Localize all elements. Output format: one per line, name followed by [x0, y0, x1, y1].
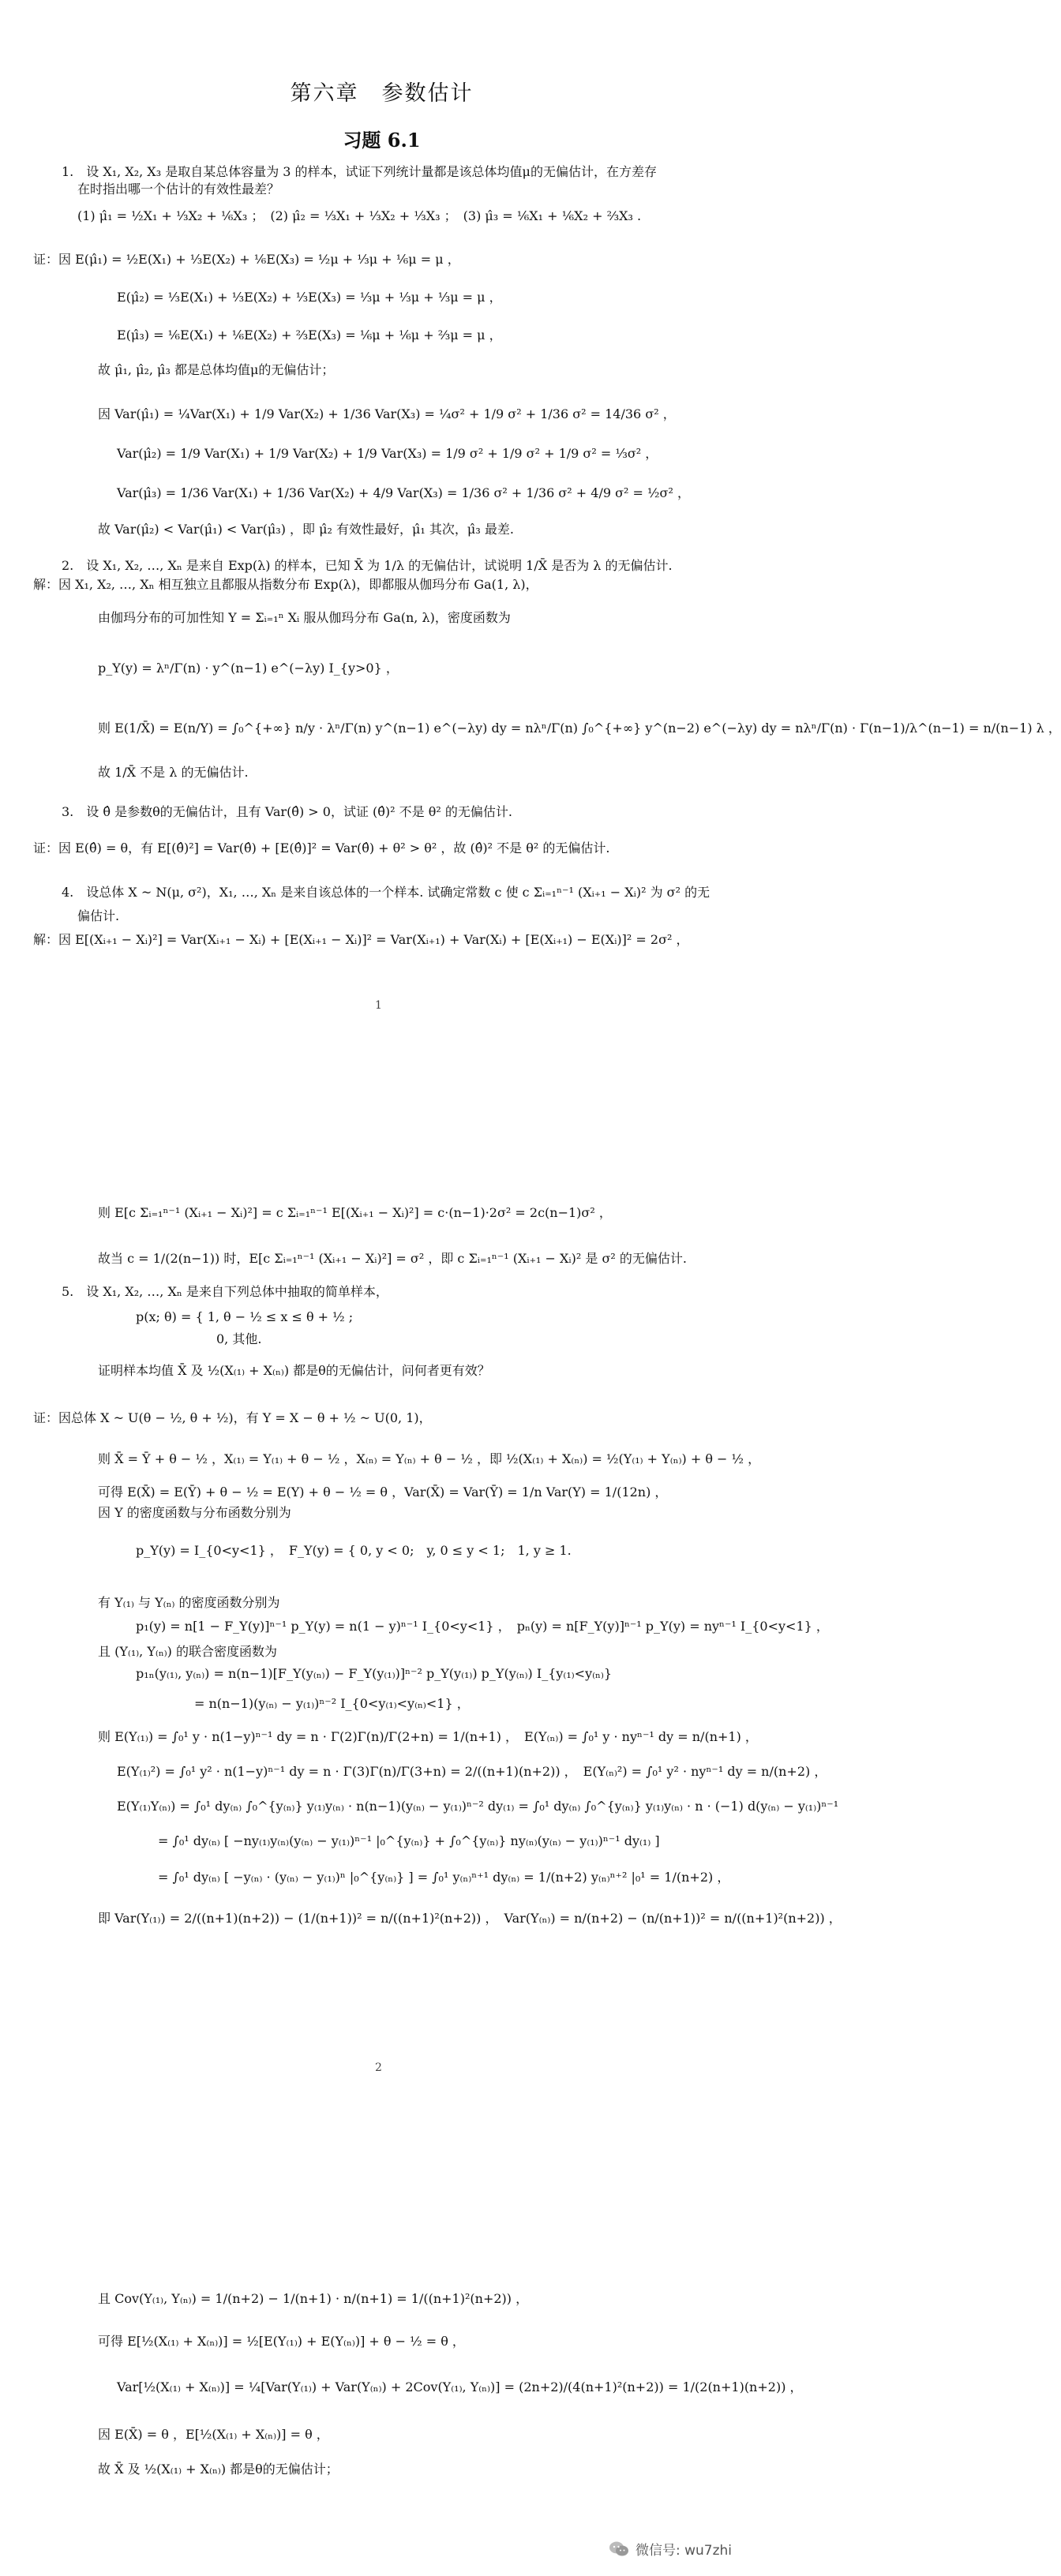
section-title: 习题 6.1	[343, 129, 421, 152]
solution-2-density: p_Y(y) = λⁿ/Γ(n) · y^(n−1) e^(−λy) I_{y>0} ，	[98, 661, 399, 676]
solution-2-conclusion: 故 1/X̄ 不是 λ 的无偏估计.	[98, 765, 249, 780]
proof-5-cross-moment-2: = ∫₀¹ dy₍ₙ₎ [ −ny₍₁₎y₍ₙ₎(y₍ₙ₎ − y₍₁₎)ⁿ⁻¹ |₀^{y₍ₙ₎} + ∫₀^{y₍ₙ₎} ny₍ₙ₎(y₍ₙ₎ − y₍₁₎)ⁿ⁻¹ dy₍₁₎ ]	[158, 1833, 660, 1848]
proof-5-density-functions: p_Y(y) = I_{0<y<1} ， F_Y(y) = { 0, y < 0; y, 0 ≤ y < 1; 1, y ≥ 1.	[136, 1543, 572, 1558]
problem-5-density-case-1: p(x; θ) = { 1, θ − ½ ≤ x ≤ θ + ½ ;	[136, 1309, 354, 1324]
problem-3-statement: 3. 设 θ̂ 是参数θ的无偏估计，且有 Var(θ̂) > 0，试证 (θ̂)² 不是 θ² 的无偏估计.	[62, 804, 512, 819]
problem-4-statement: 4. 设总体 X ~ N(μ, σ²)，X₁, …, Xₙ 是来自该总体的一个样本. 试确定常数 c 使 c Σᵢ₌₁ⁿ⁻¹ (Xᵢ₊₁ − Xᵢ)² 为 σ² 的无	[62, 885, 710, 900]
proof-5-line-1: 证：因总体 X ~ U(θ − ½, θ + ½)，有 Y = X − θ + ½ ~ U(0, 1)，	[33, 1410, 432, 1425]
chapter-title: 第六章 参数估计	[290, 81, 474, 106]
solution-2-line-1: 解：因 X₁, X₂, …, Xₙ 相互独立且都服从指数分布 Exp(λ)，即都服从伽玛分布 Ga(1, λ)，	[33, 577, 538, 592]
proof-5-joint-density-2: = n(n−1)(y₍ₙ₎ − y₍₁₎)ⁿ⁻² I_{0<y₍₁₎<y₍ₙ₎<1} ，	[194, 1696, 470, 1711]
watermark-text: 微信号: wu7zhi	[635, 2543, 732, 2559]
proof-1-line-4: 故 μ̂₁, μ̂₂, μ̂₃ 都是总体均值μ的无偏估计；	[98, 362, 335, 377]
problem-1-estimators: (1) μ̂₁ = ½X₁ + ⅓X₂ + ⅙X₃ ； (2) μ̂₂ = ⅓X₁ + ⅓X₂ + ⅓X₃ ； (3) μ̂₃ = ⅙X₁ + ⅙X₂ + ⅔X₃ .	[77, 208, 642, 223]
page-number-2: 2	[375, 2061, 382, 2074]
proof-1-line-5: 因 Var(μ̂₁) = ¼Var(X₁) + 1/9 Var(X₂) + 1/36 Var(X₃) = ¼σ² + 1/9 σ² + 1/36 σ² = 14/36 σ² ，	[98, 406, 676, 421]
proof-1-conclusion: 故 Var(μ̂₂) < Var(μ̂₁) < Var(μ̂₃) ，即 μ̂₂ 有效性最好，μ̂₁ 其次，μ̂₃ 最差.	[98, 522, 514, 537]
solution-4-line-1: 解：因 E[(Xᵢ₊₁ − Xᵢ)²] = Var(Xᵢ₊₁ − Xᵢ) + [E(Xᵢ₊₁ − Xᵢ)]² = Var(Xᵢ₊₁) + Var(Xᵢ) + [E(Xᵢ₊₁) − E(Xᵢ)]² = 2σ² ，	[33, 932, 689, 947]
watermark	[609, 2539, 732, 2559]
proof-5-cross-moment-1: E(Y₍₁₎Y₍ₙ₎) = ∫₀¹ dy₍ₙ₎ ∫₀^{y₍ₙ₎} y₍₁₎y₍ₙ₎ · n(n−1)(y₍ₙ₎ − y₍₁₎)ⁿ⁻² dy₍₁₎ = ∫₀¹ dy₍ₙ₎ ∫₀^{y₍ₙ₎} y₍₁₎y₍ₙ₎ · n · (−1) d(y₍ₙ₎ − y₍₁₎)ⁿ⁻¹	[117, 1799, 839, 1814]
proof-5-covariance: 且 Cov(Y₍₁₎, Y₍ₙ₎) = 1/(n+2) − 1/(n+1) · n/(n+1) = 1/((n+1)²(n+2)) ，	[98, 2291, 529, 2306]
problem-5-question: 证明样本均值 X̄ 及 ½(X₍₁₎ + X₍ₙ₎) 都是θ的无偏估计，问何者更有效？	[98, 1363, 490, 1378]
page-2	[0, 1086, 842, 2172]
proof-5-line-4: 因 Y 的密度函数与分布函数分别为	[98, 1505, 291, 1520]
proof-3: 证：因 E(θ̂) = θ，有 E[(θ̂)²] = Var(θ̂) + [E(θ̂)]² = Var(θ̂) + θ² > θ² ，故 (θ̂)² 不是 θ² 的无偏估计.	[33, 841, 610, 856]
proof-5-line-2: 则 X̄ = Ȳ + θ − ½ ，X₍₁₎ = Y₍₁₎ + θ − ½ ，X₍ₙ₎ = Y₍ₙ₎ + θ − ½ ，即 ½(X₍₁₎ + X₍ₙ₎) = ½(Y₍₁₎ + Y₍ₙ₎) + θ − ½ ，	[98, 1451, 761, 1466]
problem-4-statement-cont: 偏估计.	[77, 908, 120, 923]
problem-1-statement: 1. 设 X₁, X₂, X₃ 是取自某总体容量为 3 的样本，试证下列统计量都是该总体均值μ的无偏估计，在方差存	[62, 164, 657, 179]
proof-5-joint-density-1: p₁ₙ(y₍₁₎, y₍ₙ₎) = n(n−1)[F_Y(y₍ₙ₎) − F_Y(y₍₁₎)]ⁿ⁻² p_Y(y₍₁₎) p_Y(y₍ₙ₎) I_{y₍₁₎<y₍ₙ₎}	[136, 1666, 613, 1681]
wechat-icon	[609, 2540, 629, 2558]
page-3	[0, 2172, 803, 2576]
proof-5-expectations-1: 则 E(Y₍₁₎) = ∫₀¹ y · n(1−y)ⁿ⁻¹ dy = n · Γ(2)Γ(n)/Γ(2+n) = 1/(n+1) ， E(Y₍ₙ₎) = ∫₀¹ y · nyⁿ⁻¹ dy = n/(n+1) ，	[98, 1729, 758, 1744]
problem-5-density-case-2: 0, 其他.	[216, 1331, 262, 1346]
proof-5-conclusion: 故 X̄ 及 ½(X₍₁₎ + X₍ₙ₎) 都是θ的无偏估计；	[98, 2462, 339, 2477]
proof-5-expectations-2: E(Y₍₁₎²) = ∫₀¹ y² · n(1−y)ⁿ⁻¹ dy = n · Γ(3)Γ(n)/Γ(3+n) = 2/((n+1)(n+2)) ， E(Y₍ₙ₎²) = ∫₀¹ y² · nyⁿ⁻¹ dy = n/(n+2) ，	[117, 1764, 827, 1779]
proof-5-order-densities: p₁(y) = n[1 − F_Y(y)]ⁿ⁻¹ p_Y(y) = n(1 − y)ⁿ⁻¹ I_{0<y<1} ， pₙ(y) = n[F_Y(y)]ⁿ⁻¹ p_Y(y) = nyⁿ⁻¹ I_{0<y<1} ，	[136, 1619, 829, 1634]
proof-1-line-6: Var(μ̂₂) = 1/9 Var(X₁) + 1/9 Var(X₂) + 1/9 Var(X₃) = 1/9 σ² + 1/9 σ² + 1/9 σ² = ⅓σ² ，	[117, 446, 658, 461]
proof-5-unbiasedness: 因 E(X̄) = θ ，E[½(X₍₁₎ + X₍ₙ₎)] = θ ，	[98, 2427, 329, 2442]
proof-5-line-6: 且 (Y₍₁₎, Y₍ₙ₎) 的联合密度函数为	[98, 1644, 278, 1659]
solution-2-expectation: 则 E(1/X̄) = E(n/Y) = ∫₀^{+∞} n/y · λⁿ/Γ(n) y^(n−1) e^(−λy) dy = nλⁿ/Γ(n) ∫₀^{+∞} y^(n−2) e^(−λy) dy = nλⁿ/Γ(n) · Γ(n−1)/λ^(n−1) = n/(n−1) λ ，	[98, 721, 1061, 736]
problem-2-statement: 2. 设 X₁, X₂, …, Xₙ 是来自 Exp(λ) 的样本，已知 X̄ 为 1/λ 的无偏估计，试说明 1/X̄ 是否为 λ 的无偏估计.	[62, 558, 673, 573]
problem-1-statement-cont: 在时指出哪一个估计的有效性最差？	[77, 182, 280, 197]
solution-2-line-2: 由伽玛分布的可加性知 Y = Σᵢ₌₁ⁿ Xᵢ 服从伽玛分布 Ga(n, λ)，密度函数为	[98, 610, 511, 625]
proof-1-line-2: E(μ̂₂) = ⅓E(X₁) + ⅓E(X₂) + ⅓E(X₃) = ⅓μ + ⅓μ + ⅓μ = μ ，	[117, 290, 502, 305]
proof-5-line-5: 有 Y₍₁₎ 与 Y₍ₙ₎ 的密度函数分别为	[98, 1595, 280, 1610]
proof-1-line-3: E(μ̂₃) = ⅙E(X₁) + ⅙E(X₂) + ⅔E(X₃) = ⅙μ + ⅙μ + ⅔μ = μ ，	[117, 328, 502, 343]
page-number-1: 1	[375, 999, 382, 1012]
proof-1-line-1: 证：因 E(μ̂₁) = ½E(X₁) + ⅓E(X₂) + ⅙E(X₃) = ½μ + ⅓μ + ⅙μ = μ ，	[33, 252, 460, 267]
proof-5-variances: 即 Var(Y₍₁₎) = 2/((n+1)(n+2)) − (1/(n+1))² = n/((n+1)²(n+2)) ， Var(Y₍ₙ₎) = n/(n+2) − (n/(n+1))² = n/((n+1)²(n+2)) ，	[98, 1911, 842, 1926]
page-1	[0, 0, 1061, 1086]
proof-1-line-7: Var(μ̂₃) = 1/36 Var(X₁) + 1/36 Var(X₂) + 4/9 Var(X₃) = 1/36 σ² + 1/36 σ² + 4/9 σ² = ½σ² ，	[117, 485, 690, 500]
proof-5-midrange-variance: Var[½(X₍₁₎ + X₍ₙ₎)] = ¼[Var(Y₍₁₎) + Var(Y₍ₙ₎) + 2Cov(Y₍₁₎, Y₍ₙ₎)] = (2n+2)/(4(n+1)²(n+2)) = 1/(2(n+1)(n+2)) ，	[117, 2379, 803, 2394]
problem-5-statement: 5. 设 X₁, X₂, …, Xₙ 是来自下列总体中抽取的简单样本，	[62, 1284, 388, 1299]
proof-5-cross-moment-3: = ∫₀¹ dy₍ₙ₎ [ −y₍ₙ₎ · (y₍ₙ₎ − y₍₁₎)ⁿ |₀^{y₍ₙ₎} ] = ∫₀¹ y₍ₙ₎ⁿ⁺¹ dy₍ₙ₎ = 1/(n+2) y₍ₙ₎ⁿ⁺² |₀¹ = 1/(n+2) ，	[158, 1870, 730, 1885]
proof-5-midrange-expectation: 可得 E[½(X₍₁₎ + X₍ₙ₎)] = ½[E(Y₍₁₎) + E(Y₍ₙ₎)] + θ − ½ = θ ，	[98, 2334, 465, 2349]
solution-4-line-2: 则 E[c Σᵢ₌₁ⁿ⁻¹ (Xᵢ₊₁ − Xᵢ)²] = c Σᵢ₌₁ⁿ⁻¹ E[(Xᵢ₊₁ − Xᵢ)²] = c·(n−1)·2σ² = 2c(n−1)σ² ，	[98, 1205, 612, 1220]
solution-4-conclusion: 故当 c = 1/(2(n−1)) 时，E[c Σᵢ₌₁ⁿ⁻¹ (Xᵢ₊₁ − Xᵢ)²] = σ² ，即 c Σᵢ₌₁ⁿ⁻¹ (Xᵢ₊₁ − Xᵢ)² 是 σ² 的无偏估计.	[98, 1251, 687, 1266]
proof-5-line-3: 可得 E(X̄) = E(Ȳ) + θ − ½ = E(Y) + θ − ½ = θ ，Var(X̄) = Var(Ȳ) = 1/n Var(Y) = 1/(12n) ，	[98, 1485, 668, 1500]
